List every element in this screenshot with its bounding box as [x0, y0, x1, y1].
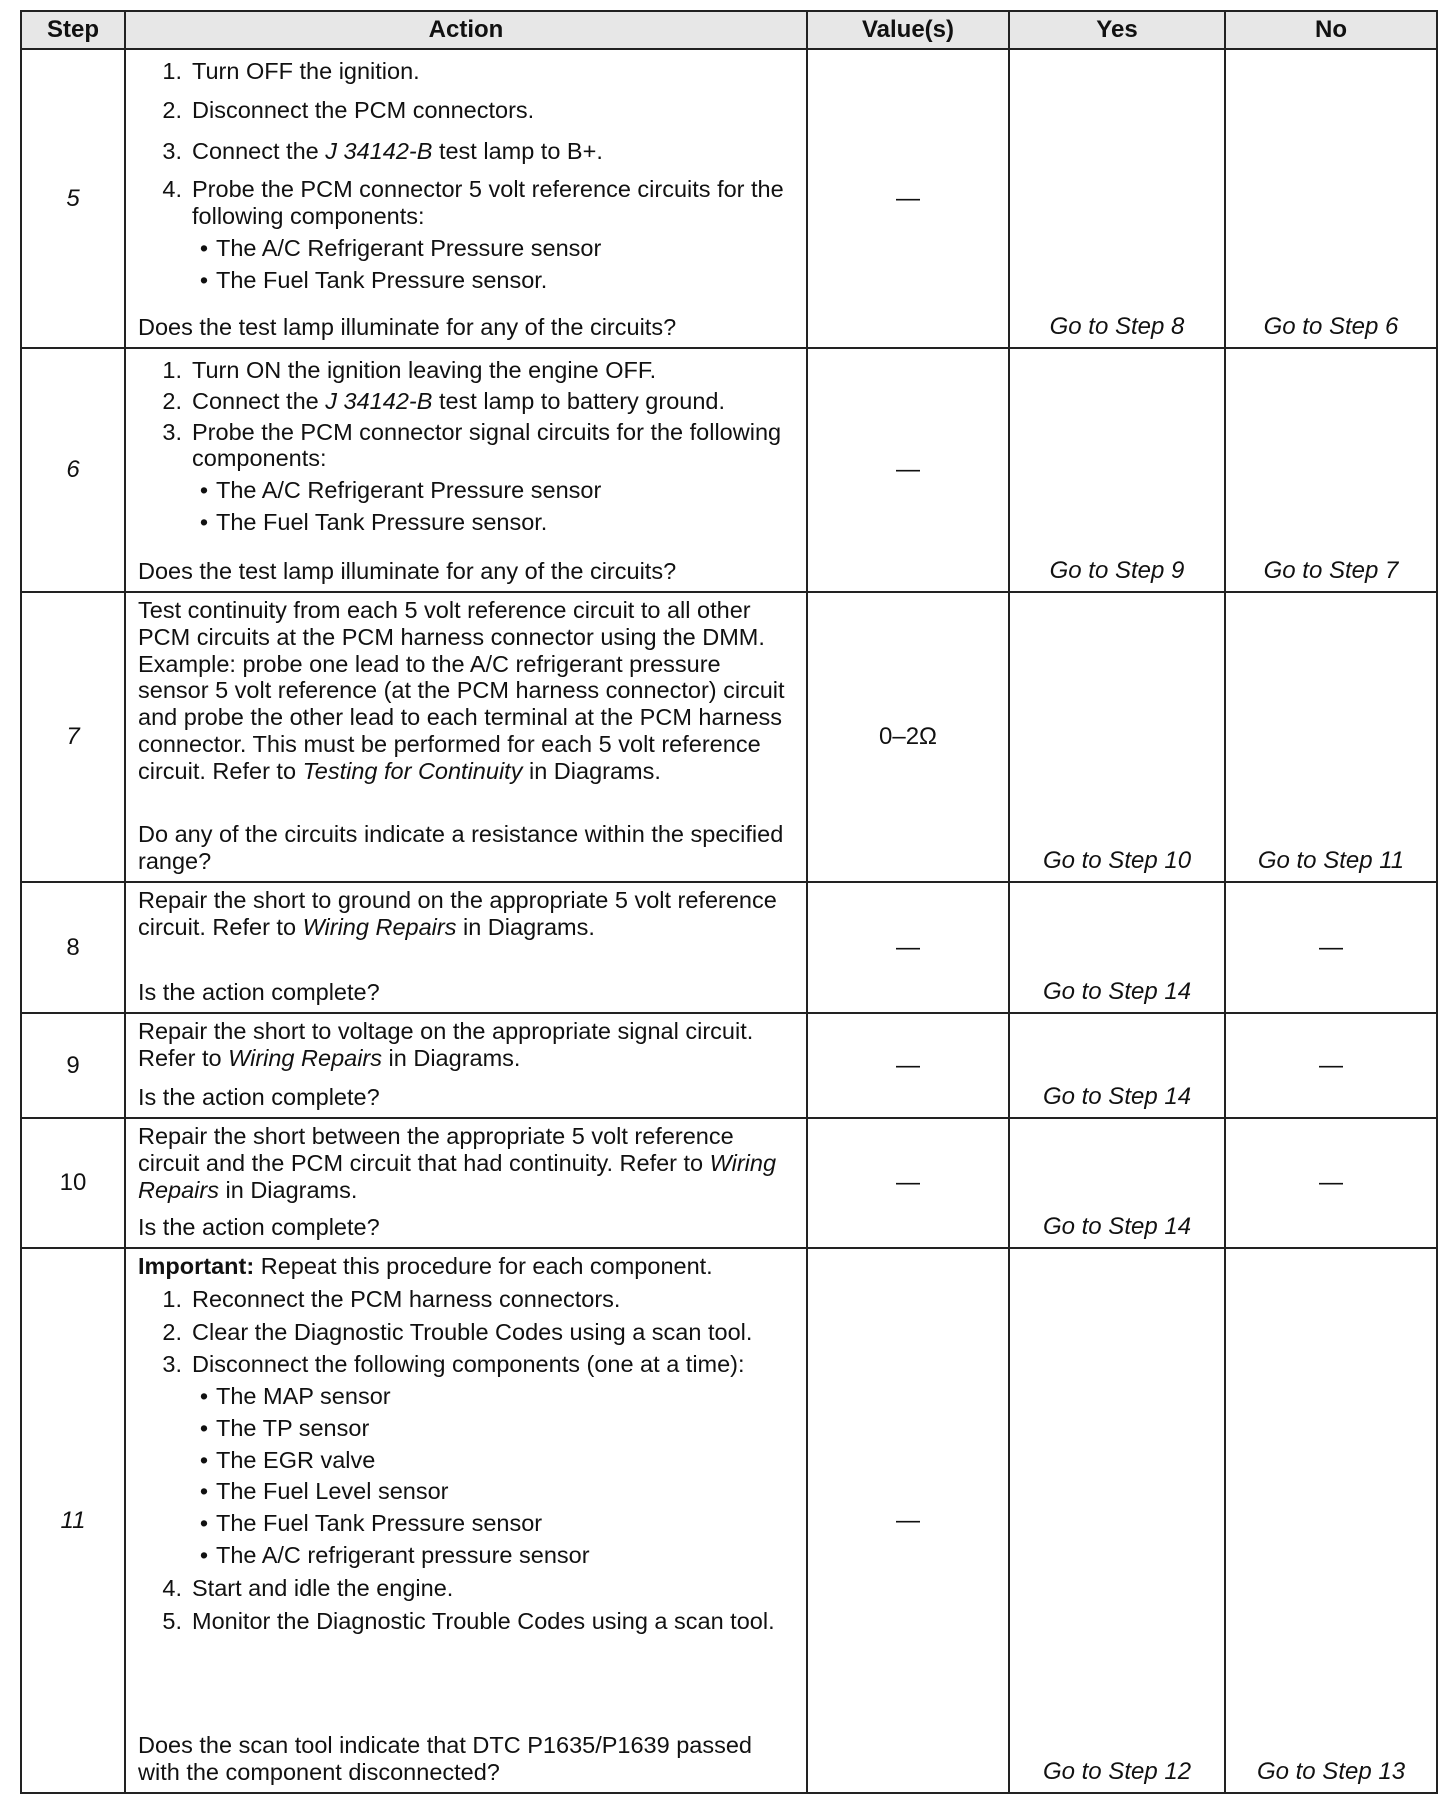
- bullet-item: • The Fuel Tank Pressure sensor.: [199, 266, 548, 293]
- value-cell: —: [807, 49, 1009, 348]
- important-note: Important: Repeat this procedure for each component.: [138, 1253, 713, 1279]
- bullet-item: • The TP sensor: [199, 1414, 370, 1441]
- yes-result: Go to Step 14: [1009, 1118, 1225, 1248]
- bullet-item: • The MAP sensor: [199, 1383, 391, 1410]
- header-yes: Yes: [1009, 11, 1225, 49]
- step-number: 8: [21, 882, 125, 1013]
- value-cell: —: [807, 348, 1009, 592]
- value-cell: —: [807, 882, 1009, 1013]
- yes-result: Go to Step 12: [1009, 1248, 1225, 1793]
- yes-result: Go to Step 10: [1009, 592, 1225, 882]
- table-row: [21, 882, 1437, 1013]
- list-item: 4. Probe the PCM connector 5 volt reference circuits for the following components: • The A/C Refrigerant Pressure sensor • The Fuel Tank Pressure sensor.: [138, 176, 796, 293]
- diagnostic-table: [20, 10, 1438, 1794]
- action-cell: [125, 1118, 807, 1248]
- step-number: 6: [21, 348, 125, 592]
- action-text: Test continuity from each 5 volt reference circuit to all other PCM circuits at the PCM harness connector using the DMM. Example: probe one lead to the A/C refrigerant pressure sensor 5 volt reference (at the PCM harness connector) circuit and probe the other lead to each terminal at the PCM harness connector. This must be performed for each 5 volt reference circuit. Refer to Testing for Continuity in Diagrams.: [138, 597, 785, 784]
- bullet-item: • The Fuel Level sensor: [199, 1478, 449, 1505]
- action-cell: [125, 1013, 807, 1118]
- no-result: Go to Step 11: [1225, 592, 1437, 882]
- action-text: Repair the short to voltage on the appropriate signal circuit. Refer to Wiring Repairs in Diagrams.: [138, 1018, 754, 1071]
- question-text: Does the test lamp illuminate for any of the circuits?: [138, 558, 677, 585]
- list-item: 2. Connect the J 34142-B test lamp to battery ground.: [162, 387, 726, 414]
- question-text: Is the action complete?: [138, 1084, 380, 1111]
- header-values: Value(s): [807, 11, 1009, 49]
- bullet-item: • The EGR valve: [199, 1446, 376, 1473]
- table-row: [21, 1118, 1437, 1248]
- yes-result: Go to Step 14: [1009, 882, 1225, 1013]
- step-number: 5: [21, 49, 125, 348]
- no-result: —: [1225, 882, 1437, 1013]
- action-cell: [125, 592, 807, 882]
- step-number: 9: [21, 1013, 125, 1118]
- question-text: Does the test lamp illuminate for any of the circuits?: [138, 314, 677, 341]
- yes-result: Go to Step 9: [1009, 348, 1225, 592]
- table-row: [21, 1013, 1437, 1118]
- action-cell: [125, 348, 807, 592]
- no-result: Go to Step 6: [1225, 49, 1437, 348]
- step-number: 11: [21, 1248, 125, 1793]
- list-item: 3. Probe the PCM connector signal circuits for the following components: • The A/C Refrigerant Pressure sensor • The Fuel Tank Pressure sensor.: [138, 419, 796, 536]
- yes-result: Go to Step 14: [1009, 1013, 1225, 1118]
- bullet-item: • The Fuel Tank Pressure sensor.: [199, 508, 548, 535]
- list-item: 5. Monitor the Diagnostic Trouble Codes using a scan tool.: [162, 1607, 775, 1634]
- list-item: 1. Turn OFF the ignition.: [162, 58, 420, 84]
- list-item: 2. Disconnect the PCM connectors.: [162, 96, 535, 123]
- table-row: [21, 348, 1437, 592]
- question-text: Is the action complete?: [138, 979, 380, 1006]
- table-row: [21, 49, 1437, 348]
- header-row: [21, 11, 1437, 49]
- bullet-item: • The A/C Refrigerant Pressure sensor: [199, 234, 602, 261]
- value-cell: 0–2Ω: [807, 592, 1009, 882]
- step-number: 10: [21, 1118, 125, 1248]
- table-row: [21, 592, 1437, 882]
- bullet-item: • The Fuel Tank Pressure sensor: [199, 1510, 543, 1537]
- action-cell: [125, 1248, 807, 1793]
- header-action: Action: [125, 11, 807, 49]
- bullet-item: • The A/C Refrigerant Pressure sensor: [199, 477, 602, 504]
- tool-name: J 34142-B: [325, 387, 433, 414]
- list-item: 4. Start and idle the engine.: [162, 1574, 454, 1601]
- no-result: Go to Step 13: [1225, 1248, 1437, 1793]
- reference-link: Wiring Repairs: [302, 913, 457, 940]
- yes-result: Go to Step 8: [1009, 49, 1225, 348]
- no-result: Go to Step 7: [1225, 348, 1437, 592]
- action-cell: [125, 882, 807, 1013]
- value-cell: —: [807, 1118, 1009, 1248]
- list-item: 1. Reconnect the PCM harness connectors.: [162, 1285, 621, 1312]
- tool-name: J 34142-B: [325, 137, 433, 164]
- question-text: Is the action complete?: [138, 1214, 380, 1241]
- step-number: 7: [21, 592, 125, 882]
- action-cell: [125, 49, 807, 348]
- list-item: 2. Clear the Diagnostic Trouble Codes using a scan tool.: [162, 1318, 753, 1345]
- header-step: Step: [21, 11, 125, 49]
- value-cell: —: [807, 1248, 1009, 1793]
- question-text: Does the scan tool indicate that DTC P1635/P1639 passed with the component disconnected?: [138, 1732, 752, 1786]
- table-row: [21, 1248, 1437, 1793]
- no-result: —: [1225, 1013, 1437, 1118]
- list-item: 1. Turn ON the ignition leaving the engine OFF.: [162, 357, 657, 383]
- header-no: No: [1225, 11, 1437, 49]
- list-item: 3. Disconnect the following components (one at a time): • The MAP sensor • The TP sensor • The EGR valve • The Fuel Level sensor • The Fuel Tank Pressure sensor • The A/C refrigerant pressure sensor: [138, 1351, 796, 1568]
- question-text: Do any of the circuits indicate a resistance within the specified range?: [138, 821, 784, 875]
- reference-link: Testing for Continuity: [302, 757, 523, 784]
- bullet-item: • The A/C refrigerant pressure sensor: [199, 1542, 590, 1569]
- reference-link: Wiring Repairs: [138, 1149, 777, 1203]
- reference-link: Wiring Repairs: [228, 1044, 383, 1071]
- action-text: Repair the short between the appropriate 5 volt reference circuit and the PCM circuit that had continuity. Refer to Wiring Repairs in Diagrams.: [138, 1123, 777, 1203]
- action-text: Repair the short to ground on the appropriate 5 volt reference circuit. Refer to Wiring Repairs in Diagrams.: [138, 887, 777, 940]
- list-item: 3. Connect the J 34142-B test lamp to B+.: [162, 137, 603, 164]
- value-cell: —: [807, 1013, 1009, 1118]
- no-result: —: [1225, 1118, 1437, 1248]
- important-label: Important:: [138, 1253, 255, 1279]
